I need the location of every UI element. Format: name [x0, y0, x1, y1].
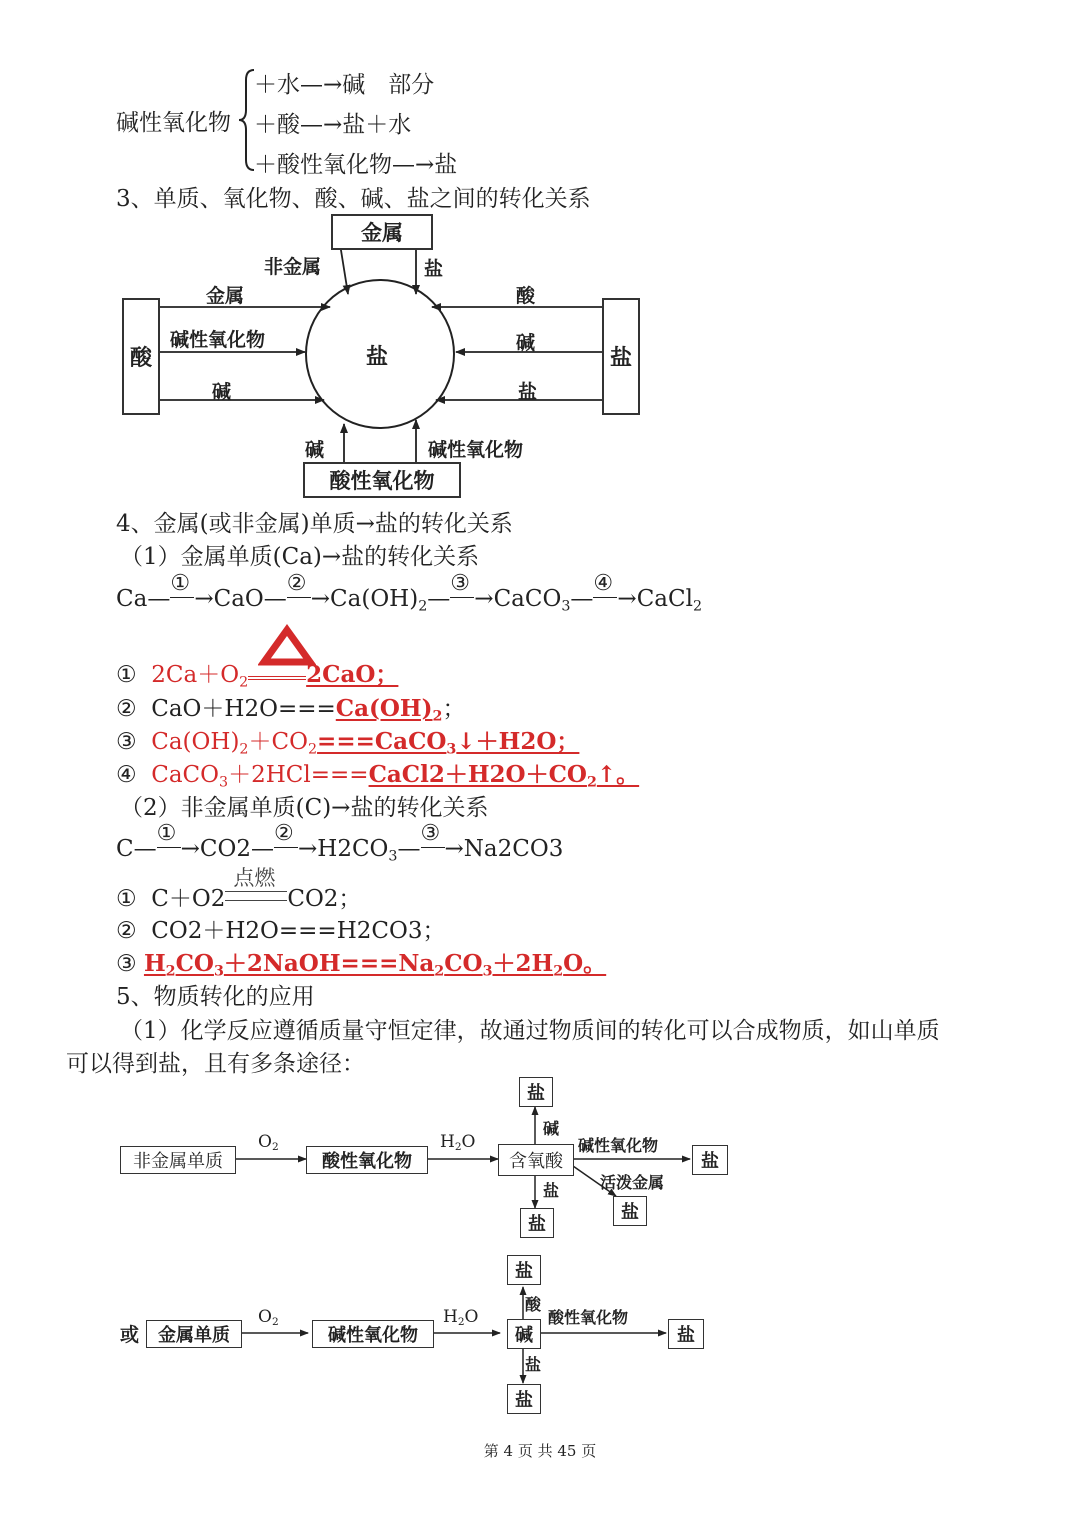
chain-ca: Ca— ① →CaO— ② $\to Ca(OH)_2—$ ③ →CaCO$_3$— ④ →CaCl$_2$ — [116, 570, 703, 615]
flow1-o2: $O_2$ — [258, 1132, 279, 1154]
box-acid: 酸 — [122, 298, 160, 415]
flow1-label-base: 碱 — [543, 1119, 560, 1138]
eq-ca-4: ④ $CaCO_3+2HCl===CaCl2+H2O+CO_2↑$。 — [116, 761, 640, 791]
eq-c-2: ② CO2＋H2O===H2CO3； — [116, 918, 446, 944]
flow2-box-basic-oxide: 碱性氧化物 — [312, 1320, 434, 1348]
flow2-box-salt-down: 盐 — [507, 1384, 541, 1414]
label-acid-right: 酸 — [516, 285, 536, 307]
flow1-box-salt-up: 盐 — [519, 1077, 553, 1107]
flow2-or: 或 — [120, 1324, 140, 1346]
center-salt: 盐 — [366, 344, 389, 370]
flow1-h2o: $H_2O$ — [440, 1132, 476, 1154]
label-nonmetal: 非金属 — [264, 256, 322, 278]
basic-oxide-rule-2: ＋酸—→盐＋水 — [254, 112, 412, 138]
flow1-box-acidic-oxide: 酸性氧化物 — [306, 1146, 428, 1174]
section-4-sub1: （1）金属单质(Ca)→盐的转化关系 — [120, 544, 480, 570]
basic-oxide-rule-1: ＋水—→碱 部分 — [254, 72, 435, 98]
arrow-nonmetal — [340, 244, 348, 294]
section-4-sub2: （2）非金属单质(C)→盐的转化关系 — [120, 795, 489, 821]
flow2-o2: $O_2$ — [258, 1307, 279, 1329]
page-footer: 第 4 页 共 45 页 — [483, 1442, 597, 1460]
chain-c: C— ① →CO2— ② $\to H2CO_3—$ ③ →Na2CO3 — [116, 820, 564, 865]
section-3-title: 3、单质、氧化物、酸、碱、盐之间的转化关系 — [116, 186, 591, 212]
label-base-bottom: 碱 — [305, 439, 325, 461]
eq-ca-1: ① $2Ca+O_2$ 2CaO； — [116, 661, 399, 691]
flow2-h2o: $H_2O$ — [443, 1307, 479, 1329]
flow1-label-basic-oxide: 碱性氧化物 — [578, 1136, 659, 1155]
flow2-box-metal: 金属单质 — [146, 1320, 242, 1348]
box-acidic-oxide: 酸性氧化物 — [303, 462, 461, 498]
eq-c-3: ③ $H_2CO_3+2NaOH===Na_2CO_3+2H_2O$。 — [116, 950, 607, 980]
label-basic-oxide-bottom: 碱性氧化物 — [428, 439, 524, 461]
ignite-condition: 点燃 — [233, 866, 276, 891]
eq-ca-2: ② $CaO+H2O===Ca(OH)_2$； — [116, 695, 466, 725]
flow2-box-salt-right: 盐 — [668, 1319, 704, 1349]
basic-oxide-rule-3: ＋酸性氧化物—→盐 — [254, 152, 458, 178]
eq-c-1: ① C＋O2 点燃 CO2； — [116, 880, 361, 913]
flow2-box-salt-up: 盐 — [507, 1255, 541, 1285]
flow1-label-active-metal: 活泼金属 — [600, 1173, 665, 1192]
flow1-box-salt-down: 盐 — [520, 1208, 554, 1238]
flow1-label-salt-down: 盐 — [543, 1181, 560, 1200]
label-base-left: 碱 — [212, 381, 232, 403]
label-basic-oxide-left: 碱性氧化物 — [170, 329, 266, 351]
box-metal: 金属 — [331, 214, 433, 250]
label-metal: 金属 — [206, 285, 245, 307]
flow1-box-nonmetal: 非金属单质 — [120, 1146, 236, 1174]
section-5-para-line1: （1）化学反应遵循质量守恒定律，故通过物质间的转化可以合成物质，如山单质 — [120, 1018, 940, 1044]
section-4-title: 4、金属(或非金属)单质→盐的转化关系 — [116, 511, 513, 537]
flow2-label-acid: 酸 — [525, 1295, 542, 1314]
flow1-box-salt-diag: 盐 — [613, 1196, 647, 1226]
flow2-label-salt-down: 盐 — [525, 1355, 542, 1374]
label-base-right: 碱 — [516, 332, 536, 354]
flow2-label-acidic-oxide: 酸性氧化物 — [548, 1308, 629, 1327]
label-salt-right: 盐 — [518, 381, 538, 403]
eq-ca-3: ③ $Ca(OH)_2+CO_2===CaCO_3↓+H2O$； — [116, 728, 580, 758]
flow2-box-base: 碱 — [507, 1319, 541, 1349]
flow1-box-oxyacid: 含氧酸 — [498, 1144, 574, 1176]
box-salt-right: 盐 — [602, 298, 640, 415]
flow1-box-salt-right: 盐 — [692, 1145, 728, 1175]
label-salt-top: 盐 — [424, 258, 444, 280]
section-5-title: 5、物质转化的应用 — [116, 984, 315, 1010]
section-5-para-line2: 可以得到盐，且有多条途径： — [66, 1051, 365, 1077]
basic-oxide-label: 碱性氧化物 — [116, 110, 231, 136]
